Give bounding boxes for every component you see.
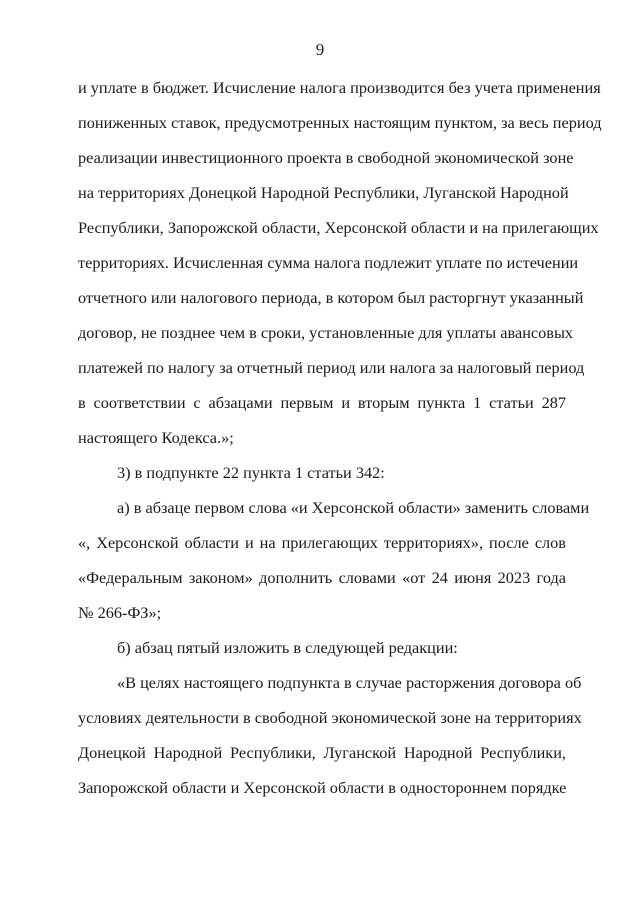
body-text (78, 70, 602, 805)
text-line: на территориях Донецкой Народной Республики, Луганской Народной (78, 183, 569, 202)
page-number: 9 (315, 40, 325, 59)
text-line: Республики, Запорожской области, Херсонской области и на прилегающих (78, 218, 599, 237)
text-line: Запорожской области и Херсонской области в одностороннем порядке (78, 778, 567, 797)
text-line: «В целях настоящего подпункта в случае расторжения договора об (117, 673, 582, 692)
text-line: территориях. Исчисленная сумма налога подлежит уплате по истечении (78, 253, 579, 272)
text-line: Донецкой Народной Республики, Луганской Народной Республики, (78, 743, 566, 762)
text-line: № 266-ФЗ»; (78, 603, 162, 622)
text-line: пониженных ставок, предусмотренных настоящим пунктом, за весь период (78, 113, 602, 132)
text-line: условиях деятельности в свободной экономической зоне на территориях (78, 708, 582, 727)
text-line: 3) в подпункте 22 пункта 1 статьи 342: (117, 463, 385, 482)
text-line: в соответствии с абзацами первым и вторым пункта 1 статьи 287 (78, 393, 566, 412)
text-line: отчетного или налогового периода, в котором был расторгнут указанный (78, 288, 584, 307)
text-line: б) абзац пятый изложить в следующей редакции: (117, 638, 458, 657)
text-line: договор, не позднее чем в сроки, установленные для уплаты авансовых (78, 323, 574, 342)
text-line: «Федеральным законом» дополнить словами «от 24 июня 2023 года (78, 568, 566, 587)
text-line: платежей по налогу за отчетный период или налога за налоговый период (78, 358, 585, 377)
text-line: реализации инвестиционного проекта в свободной экономической зоне (78, 148, 574, 167)
text-line: настоящего Кодекса.»; (78, 428, 234, 447)
text-line: а) в абзаце первом слова «и Херсонской области» заменить словами (117, 498, 590, 517)
text-line: и уплате в бюджет. Исчисление налога производится без учета применения (78, 78, 601, 97)
text-line: «, Херсонской области и на прилегающих территориях», после слов (78, 533, 566, 552)
